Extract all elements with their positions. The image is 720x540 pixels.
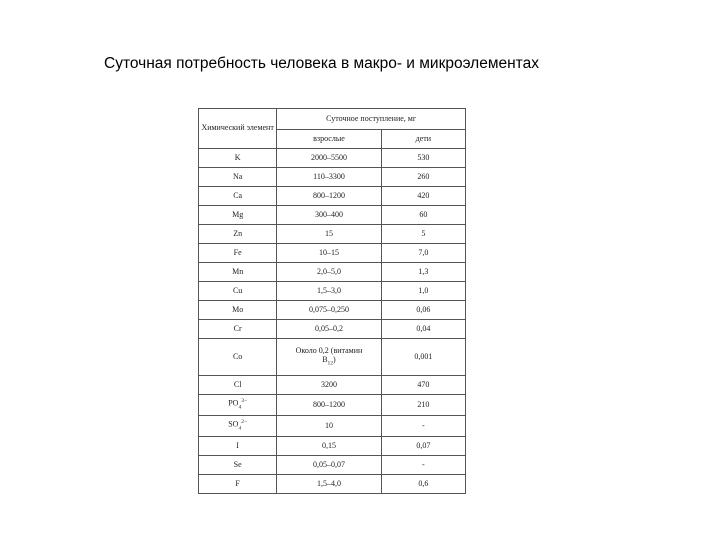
table-row: [199, 395, 466, 416]
cell-element: [199, 395, 277, 416]
slide-title: Суточная потребность человека в макро- и микроэлементах: [104, 55, 539, 72]
cell-adults: 10–15: [277, 244, 381, 263]
cell-element: Na: [199, 168, 277, 187]
table-row: [199, 437, 466, 456]
cell-adults: 800–1200: [277, 395, 381, 416]
table-row: [199, 168, 466, 187]
cell-adults-line1: Около 0,2 (витамин: [295, 346, 363, 356]
cell-children: 0,06: [381, 301, 465, 320]
cell-adults-line2: B: [322, 354, 328, 364]
table-row: [199, 456, 466, 475]
table-row: [199, 339, 466, 376]
table-row: [199, 206, 466, 225]
table-row: [199, 187, 466, 206]
cell-adults-subscript: 12: [327, 360, 334, 367]
cell-element-formula: SO: [228, 419, 239, 429]
table-row: [199, 416, 466, 437]
cell-element: I: [199, 437, 277, 456]
cell-element-formula: PO: [228, 398, 239, 408]
cell-element: Zn: [199, 225, 277, 244]
cell-element: F: [199, 475, 277, 494]
table-row: [199, 244, 466, 263]
cell-children: 210: [381, 395, 465, 416]
table-row: [199, 475, 466, 494]
cell-children: 0,6: [381, 475, 465, 494]
cell-adults: 10: [277, 416, 381, 437]
cell-children: -: [381, 456, 465, 475]
cell-children: 0,001: [381, 339, 465, 376]
cell-element: Mn: [199, 263, 277, 282]
cell-adults: 800–1200: [277, 187, 381, 206]
cell-adults: 0,05–0,2: [277, 320, 381, 339]
table-row: [199, 282, 466, 301]
cell-element: K: [199, 149, 277, 168]
cell-element-subscript: 4: [238, 404, 242, 411]
cell-children: 1,3: [381, 263, 465, 282]
cell-children: 260: [381, 168, 465, 187]
cell-element: Fe: [199, 244, 277, 263]
cell-children: 1,0: [381, 282, 465, 301]
cell-element-superscript: 3−: [241, 397, 248, 404]
cell-children: 0,07: [381, 437, 465, 456]
cell-adults: [277, 339, 381, 376]
element-intake-table: [198, 108, 466, 494]
cell-element: Mo: [199, 301, 277, 320]
header-children: дети: [381, 130, 465, 149]
cell-children: 5: [381, 225, 465, 244]
cell-element: Cl: [199, 376, 277, 395]
cell-adults: 2,0–5,0: [277, 263, 381, 282]
table-row: [199, 225, 466, 244]
cell-children: 420: [381, 187, 465, 206]
header-adults: взрослые: [277, 130, 381, 149]
cell-element: Cu: [199, 282, 277, 301]
cell-adults: 15: [277, 225, 381, 244]
scanned-table-image: [198, 108, 466, 488]
table-row: [199, 263, 466, 282]
cell-adults: 300–400: [277, 206, 381, 225]
cell-adults-close: ): [333, 354, 336, 364]
cell-children: 530: [381, 149, 465, 168]
cell-children: 0,04: [381, 320, 465, 339]
cell-element: Se: [199, 456, 277, 475]
table-row: [199, 376, 466, 395]
cell-adults: 0,05–0,07: [277, 456, 381, 475]
table-row: [199, 301, 466, 320]
cell-element: Cr: [199, 320, 277, 339]
cell-adults: 1,5–3,0: [277, 282, 381, 301]
cell-element: [199, 416, 277, 437]
cell-children: 7,0: [381, 244, 465, 263]
cell-element: Co: [199, 339, 277, 376]
cell-children: 60: [381, 206, 465, 225]
cell-adults: 0,15: [277, 437, 381, 456]
cell-adults: 110–3300: [277, 168, 381, 187]
cell-element-subscript: 4: [238, 425, 242, 432]
cell-adults: 1,5–4,0: [277, 475, 381, 494]
header-element: Химический элемент: [199, 109, 277, 149]
cell-adults: 0,075–0,250: [277, 301, 381, 320]
cell-element: Mg: [199, 206, 277, 225]
table-row: [199, 320, 466, 339]
cell-children: 470: [381, 376, 465, 395]
header-daily-intake: Суточное поступление, мг: [277, 109, 466, 130]
cell-children: -: [381, 416, 465, 437]
table-row: [199, 149, 466, 168]
cell-element-superscript: 2−: [241, 418, 248, 425]
cell-adults: 2000–5500: [277, 149, 381, 168]
cell-adults: 3200: [277, 376, 381, 395]
cell-element: Ca: [199, 187, 277, 206]
